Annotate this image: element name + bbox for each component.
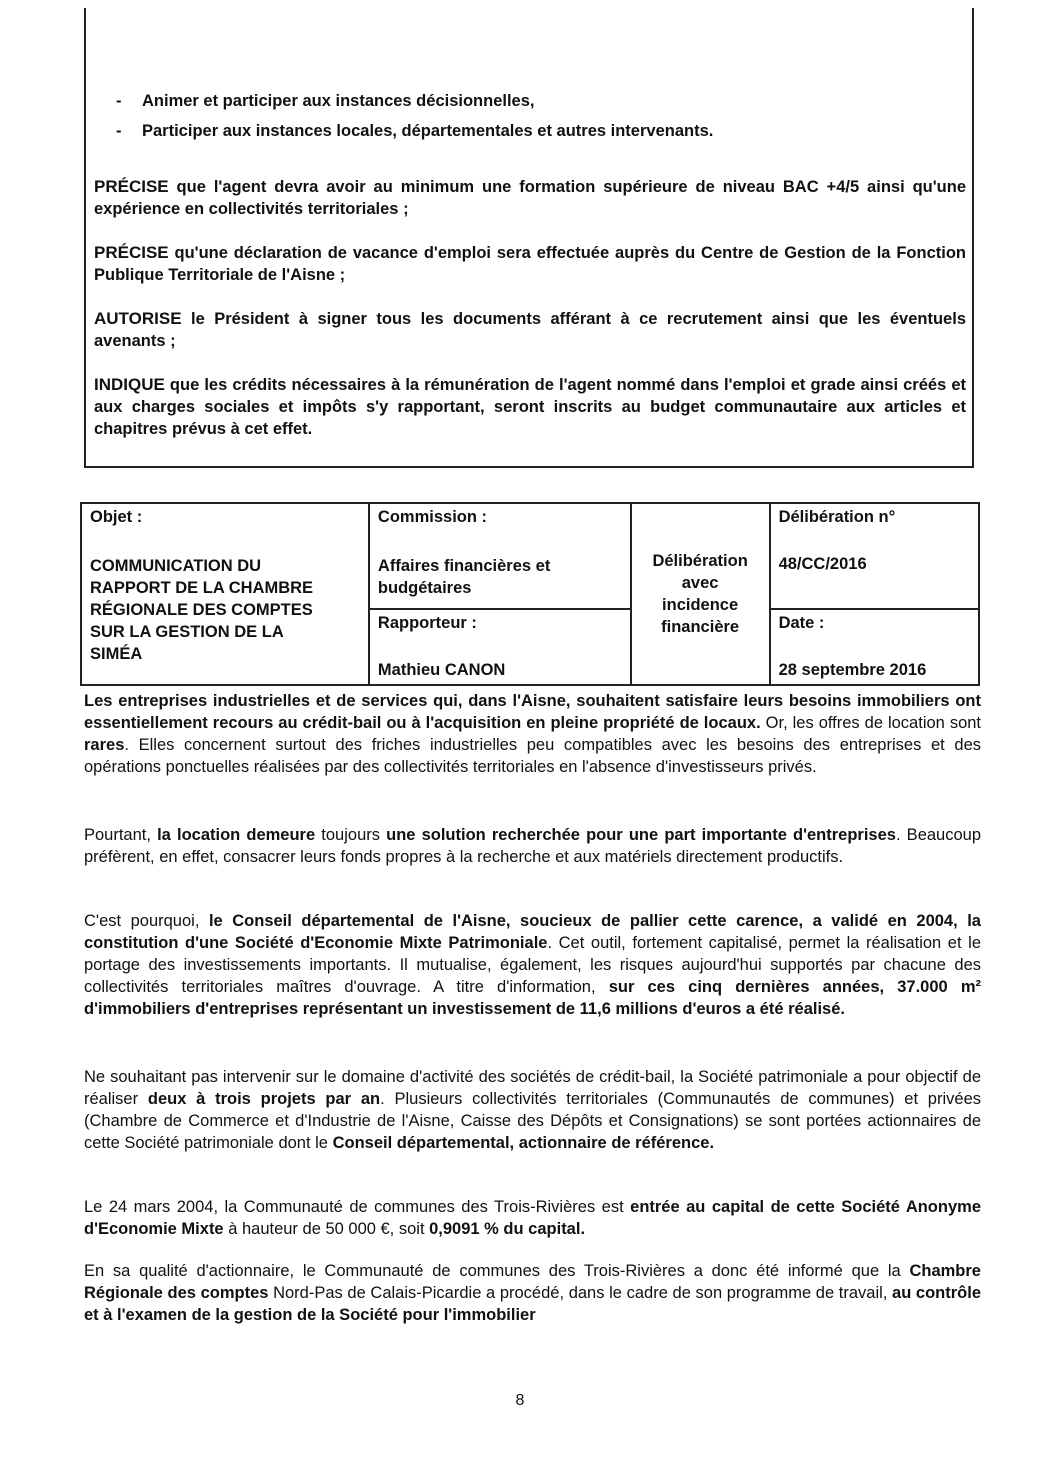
bullet-item: - Animer et participer aux instances décisionnelles, [116,92,535,110]
rapporteur-cell: Rapporteur : Mathieu CANON [369,609,631,685]
autorise-paragraph: AUTORISE le Président à signer tous les documents afférant à ce recrutement ainsi que les éventuels avenants ; [94,309,966,350]
body-paragraph-6: En sa qualité d'actionnaire, le Communauté de communes des Trois-Rivières a donc été informé que la Chambre Régionale des comptes Nord-Pas de Calais-Picardie a procédé, dans le cadre de son programme de travail, au contrôle et à l'examen de la gestion de la Société pour l'immobilier [84,1262,982,1324]
precise-vacance-paragraph: PRÉCISE qu'une déclaration de vacance d'emploi sera effectuée auprès du Centre de Gestion de la Fonction Publique Territoriale de l'Aisne ; [94,243,966,284]
indique-paragraph: INDIQUE que les crédits nécessaires à la rémunération de l'agent nommé dans l'emploi et grade ainsi créés et aux charges sociales et impôts s'y rapportant, seront inscrits au budget communautaire aux articles et chapitres prévus à cet effet. [94,375,966,438]
delib-number-cell: Délibération n° 48/CC/2016 [770,503,979,609]
body-paragraph-5: Le 24 mars 2004, la Communauté de communes des Trois-Rivières est entrée au capital de cette Société Anonyme d'Economie Mixte à hauteur de 50 000 €, soit 0,9091 % du capital. [84,1198,981,1238]
date-cell: Date : 28 septembre 2016 [770,609,979,685]
objet-text: COMMUNICATION DU RAPPORT DE LA CHAMBRE RÉGIONALE DES COMPTES SUR LA GESTION DE LA SIMÉA [90,557,314,663]
body-paragraph-1: Les entreprises industrielles et de services qui, dans l'Aisne, souhaitent satisfaire leurs besoins immobiliers ont essentiellement recours au crédit-bail ou à l'acquisition en pleine propriété de locaux. Or, les offres de location sont rares. Elles concernent surtout des friches industrielles peu compatibles avec les besoins des entreprises et des opérations ponctuelles réalisées par des collectivités territoriales en l'absence d'investisseurs privés. [84,692,982,776]
body-paragraph-2: Pourtant, la location demeure toujours une solution recherchée pour une part importante d'entreprises. Beaucoup préfèrent, en effet, consacrer leurs fonds propres à la recherche et aux matériels directement productifs. [84,826,981,866]
page-number: 8 [515,1392,525,1409]
body-paragraph-3: C'est pourquoi, le Conseil départemental de l'Aisne, soucieux de pallier cette carence, a validé en 2004, la constitution d'une Société d'Economie Mixte Patrimoniale. Cet outil, fortement capitalisé, permet la réalisation et le portage des investissements importants. Il mutualise, également, les risques aujourd'hui supportés par chacune des collectivités territoriales maîtres d'ouvrage. A titre d'information, sur ces cinq dernières années, 37.000 m² d'immobiliers d'entreprises représentant un investissement de 11,6 millions d'euros a été réalisé. [84,912,981,1018]
deliberation-header-table [80,502,980,686]
precise-formation-paragraph: PRÉCISE que l'agent devra avoir au minimum une formation supérieure de niveau BAC +4/5 ainsi qu'une expérience en collectivités territoriales ; [94,177,966,218]
delib-type-cell: Délibération avec incidence financière [631,503,770,685]
bullet-item: - Participer aux instances locales, départementales et autres intervenants. [116,122,714,140]
decision-box [84,8,974,468]
objet-cell: Objet : COMMUNICATION DU RAPPORT DE LA CHAMBRE RÉGIONALE DES COMPTES SUR LA GESTION DE LA SIMÉA [81,503,369,685]
body-paragraph-4: Ne souhaitant pas intervenir sur le domaine d'activité des sociétés de crédit-bail, la Société patrimoniale a pour objectif de réaliser deux à trois projets par an. Plusieurs collectivités territoriales (Communautés de communes) et privées (Chambre de Commerce et d'Industrie de l'Aisne, Caisse des Dépôts et Consignations) se sont portées actionnaires de cette Société patrimoniale dont le Conseil départemental, actionnaire de référence. [84,1068,981,1152]
commission-cell: Commission : Affaires financières et budgétaires [369,503,631,609]
bullet-list [116,86,713,146]
